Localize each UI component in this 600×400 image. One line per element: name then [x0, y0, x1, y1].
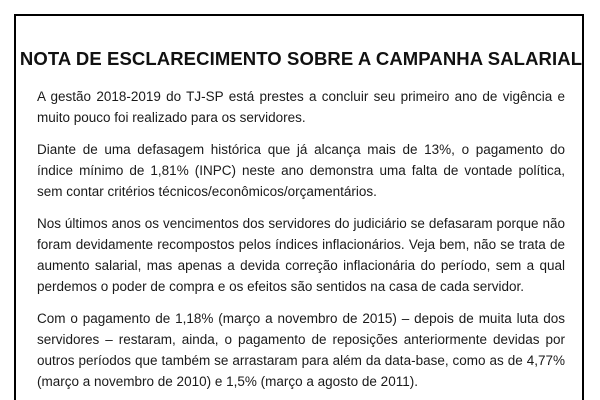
paragraph-1: A gestão 2018-2019 do TJ-SP está prestes a concluir seu primeiro ano de vigência e muito pouco foi realizado para os servidores. [37, 89, 565, 125]
document-title: NOTA DE ESCLARECIMENTO SOBRE A CAMPANHA SALARIAL [19, 48, 583, 69]
document-body [37, 86, 565, 400]
paragraph-4: Com o pagamento de 1,18% (março a novembro de 2015) – depois de muita luta dos servidores – restaram, ainda, o pagamento de reposições anteriormente devidas por outros períodos que também se arrastaram para além da data-base, como as de 4,77% (março a novembro de 2010) e 1,5% (março a agosto de 2011). [37, 311, 565, 389]
paragraph-2: Diante de uma defasagem histórica que já alcança mais de 13%, o pagamento do índice mínimo de 1,81% (INPC) neste ano demonstra uma falta de vontade política, sem contar critérios técnicos/econômicos/orçamentários. [37, 142, 565, 199]
paragraph-3: Nos últimos anos os vencimentos dos servidores do judiciário se defasaram porque não foram devidamente recompostos pelos índices inflacionários. Veja bem, não se trata de aumento salarial, mas apenas a devida correção inflacionária do período, sem a qual perdemos o poder de compra e os efeitos são sentidos na casa de cada servidor. [37, 216, 565, 294]
